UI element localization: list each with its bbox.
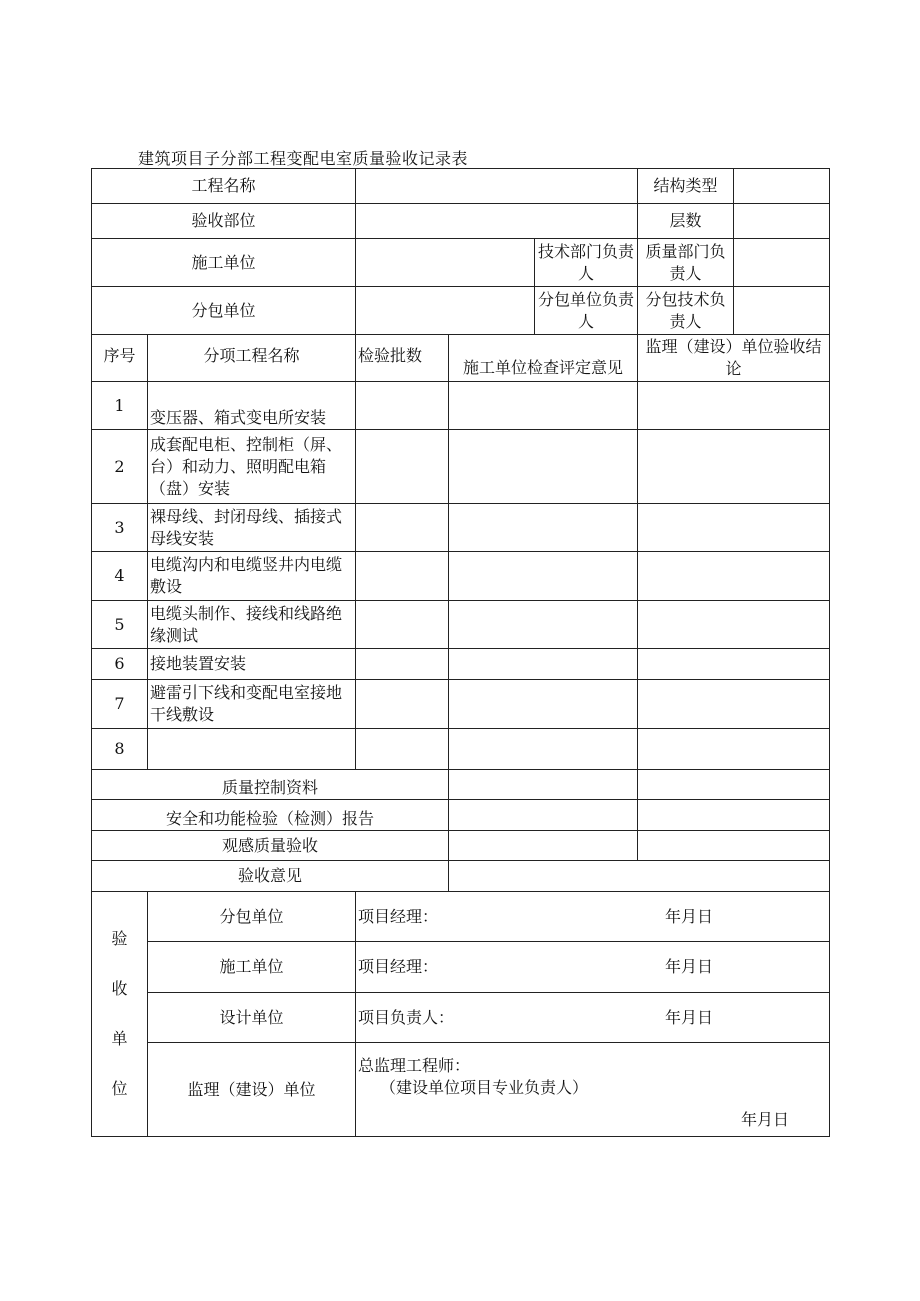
signer-role: 项目经理： xyxy=(358,906,439,926)
acceptance-units-side-label xyxy=(92,892,148,1137)
quality-dept-head-label: 质量部门负责人 xyxy=(638,239,734,287)
acceptance-unit-name: 分包单位 xyxy=(148,892,356,942)
acceptance-record-table xyxy=(91,168,830,1137)
item-conclusion-cell[interactable] xyxy=(638,601,830,649)
item-name xyxy=(148,729,356,770)
item-conclusion-cell[interactable] xyxy=(638,504,830,552)
acceptance-opinion-label: 验收意见 xyxy=(92,861,449,892)
table-row xyxy=(92,504,830,552)
tech-dept-head-label: 技术部门负责人 xyxy=(535,239,638,287)
supervision-signer-role: 总监理工程师： xyxy=(358,1056,471,1075)
item-name: 变压器、箱式变电所安装 xyxy=(148,382,356,430)
acceptance-part-row xyxy=(92,204,830,239)
item-batch-cell[interactable] xyxy=(356,601,449,649)
item-name: 电缆头制作、接线和线路绝缘测试 xyxy=(148,601,356,649)
appearance-quality-opinion[interactable] xyxy=(449,831,638,861)
item-name: 裸母线、封闭母线、插接式母线安装 xyxy=(148,504,356,552)
safety-function-report-row xyxy=(92,800,830,831)
item-seq: 7 xyxy=(92,680,148,729)
supervision-unit-name: 监理（建设）单位 xyxy=(148,1043,356,1137)
construction-unit-row xyxy=(92,239,830,287)
table-row xyxy=(92,382,830,430)
subcontract-unit-head-label: 分包单位负责人 xyxy=(535,287,638,335)
item-conclusion-cell[interactable] xyxy=(638,729,830,770)
acceptance-opinion-value[interactable] xyxy=(449,861,830,892)
subcontract-unit-value[interactable] xyxy=(356,287,535,335)
project-name-row xyxy=(92,169,830,204)
sign-date: 年月日 xyxy=(665,1007,714,1027)
col-supervision-conclusion-header: 监理（建设）单位验收结论 xyxy=(638,335,830,382)
safety-function-report-label: 安全和功能检验（检测）报告 xyxy=(92,800,449,831)
side-char: 收 xyxy=(111,979,128,998)
side-char: 验 xyxy=(111,929,128,948)
item-seq: 2 xyxy=(92,430,148,504)
construction-unit-value[interactable] xyxy=(356,239,535,287)
project-name-label: 工程名称 xyxy=(92,169,356,204)
item-seq: 5 xyxy=(92,601,148,649)
structure-type-value[interactable] xyxy=(734,169,830,204)
acceptance-unit-row xyxy=(92,993,830,1043)
sign-date: 年月日 xyxy=(665,906,714,926)
item-conclusion-cell[interactable] xyxy=(638,680,830,729)
item-name: 电缆沟内和电缆竖井内电缆敷设 xyxy=(148,552,356,601)
item-batch-cell[interactable] xyxy=(356,430,449,504)
item-seq: 3 xyxy=(92,504,148,552)
item-opinion-cell[interactable] xyxy=(449,601,638,649)
item-seq: 6 xyxy=(92,649,148,680)
item-seq: 1 xyxy=(92,382,148,430)
item-opinion-cell[interactable] xyxy=(449,504,638,552)
item-opinion-cell[interactable] xyxy=(449,552,638,601)
item-batch-cell[interactable] xyxy=(356,649,449,680)
supervision-signer-note: （建设单位项目专业负责人） xyxy=(380,1078,589,1097)
item-opinion-cell[interactable] xyxy=(449,649,638,680)
form-title: 建筑项目子分部工程变配电室质量验收记录表 xyxy=(138,149,469,168)
column-header-row xyxy=(92,335,830,382)
side-char: 位 xyxy=(111,1079,128,1098)
acceptance-unit-row xyxy=(92,942,830,993)
item-seq: 8 xyxy=(92,729,148,770)
item-name: 成套配电柜、控制柜（屏、台）和动力、照明配电箱（盘）安装 xyxy=(148,430,356,504)
col-seq-header: 序号 xyxy=(92,335,148,382)
quality-control-docs-row xyxy=(92,770,830,800)
item-conclusion-cell[interactable] xyxy=(638,649,830,680)
acceptance-unit-sign[interactable] xyxy=(356,993,830,1043)
table-row xyxy=(92,601,830,649)
item-conclusion-cell[interactable] xyxy=(638,430,830,504)
subcontract-tech-head-label: 分包技术负责人 xyxy=(638,287,734,335)
sign-date: 年月日 xyxy=(665,957,714,976)
quality-control-docs-opinion[interactable] xyxy=(449,770,638,800)
col-construction-opinion-header: 施工单位检查评定意见 xyxy=(449,335,638,382)
acceptance-opinion-row xyxy=(92,861,830,892)
table-row xyxy=(92,729,830,770)
col-item-name-header: 分项工程名称 xyxy=(148,335,356,382)
side-char: 单 xyxy=(111,1029,128,1048)
quality-control-docs-label: 质量控制资料 xyxy=(92,770,449,800)
project-name-value[interactable] xyxy=(356,169,638,204)
signer-role: 项目经理： xyxy=(358,957,439,976)
item-batch-cell[interactable] xyxy=(356,729,449,770)
item-batch-cell[interactable] xyxy=(356,680,449,729)
table-row xyxy=(92,680,830,729)
subcontract-unit-row xyxy=(92,287,830,335)
signer-role: 项目负责人： xyxy=(358,1007,455,1027)
appearance-quality-label: 观感质量验收 xyxy=(92,831,449,861)
item-batch-cell[interactable] xyxy=(356,504,449,552)
construction-unit-label: 施工单位 xyxy=(92,239,356,287)
item-opinion-cell[interactable] xyxy=(449,680,638,729)
acceptance-unit-row xyxy=(92,892,830,942)
quality-dept-head-value[interactable] xyxy=(734,239,830,287)
acceptance-unit-name: 施工单位 xyxy=(148,942,356,993)
item-conclusion-cell[interactable] xyxy=(638,552,830,601)
table-row xyxy=(92,430,830,504)
item-opinion-cell[interactable] xyxy=(449,729,638,770)
item-conclusion-cell[interactable] xyxy=(638,382,830,430)
subcontract-unit-label: 分包单位 xyxy=(92,287,356,335)
floors-value[interactable] xyxy=(734,204,830,239)
floors-label: 层数 xyxy=(638,204,734,239)
table-row xyxy=(92,552,830,601)
appearance-quality-conclusion[interactable] xyxy=(638,831,830,861)
item-seq: 4 xyxy=(92,552,148,601)
item-name: 避雷引下线和变配电室接地干线敷设 xyxy=(148,680,356,729)
acceptance-unit-name: 设计单位 xyxy=(148,993,356,1043)
supervision-unit-sign[interactable] xyxy=(356,1043,830,1137)
quality-control-docs-conclusion[interactable] xyxy=(638,770,830,800)
item-opinion-cell[interactable] xyxy=(449,382,638,430)
item-name: 接地装置安装 xyxy=(148,649,356,680)
col-batch-count-header: 检验批数 xyxy=(356,335,449,382)
item-batch-cell[interactable] xyxy=(356,552,449,601)
safety-function-report-conclusion[interactable] xyxy=(638,800,830,831)
item-batch-cell[interactable] xyxy=(356,382,449,430)
safety-function-report-opinion[interactable] xyxy=(449,800,638,831)
supervision-sign-date: 年月日 xyxy=(741,1110,790,1129)
subcontract-tech-head-value[interactable] xyxy=(734,287,830,335)
acceptance-part-value[interactable] xyxy=(356,204,638,239)
item-opinion-cell[interactable] xyxy=(449,430,638,504)
structure-type-label: 结构类型 xyxy=(638,169,734,204)
acceptance-unit-sign[interactable] xyxy=(356,892,830,942)
supervision-unit-row xyxy=(92,1043,830,1137)
acceptance-unit-sign[interactable] xyxy=(356,942,830,993)
table-row xyxy=(92,649,830,680)
acceptance-part-label: 验收部位 xyxy=(92,204,356,239)
appearance-quality-row xyxy=(92,831,830,861)
